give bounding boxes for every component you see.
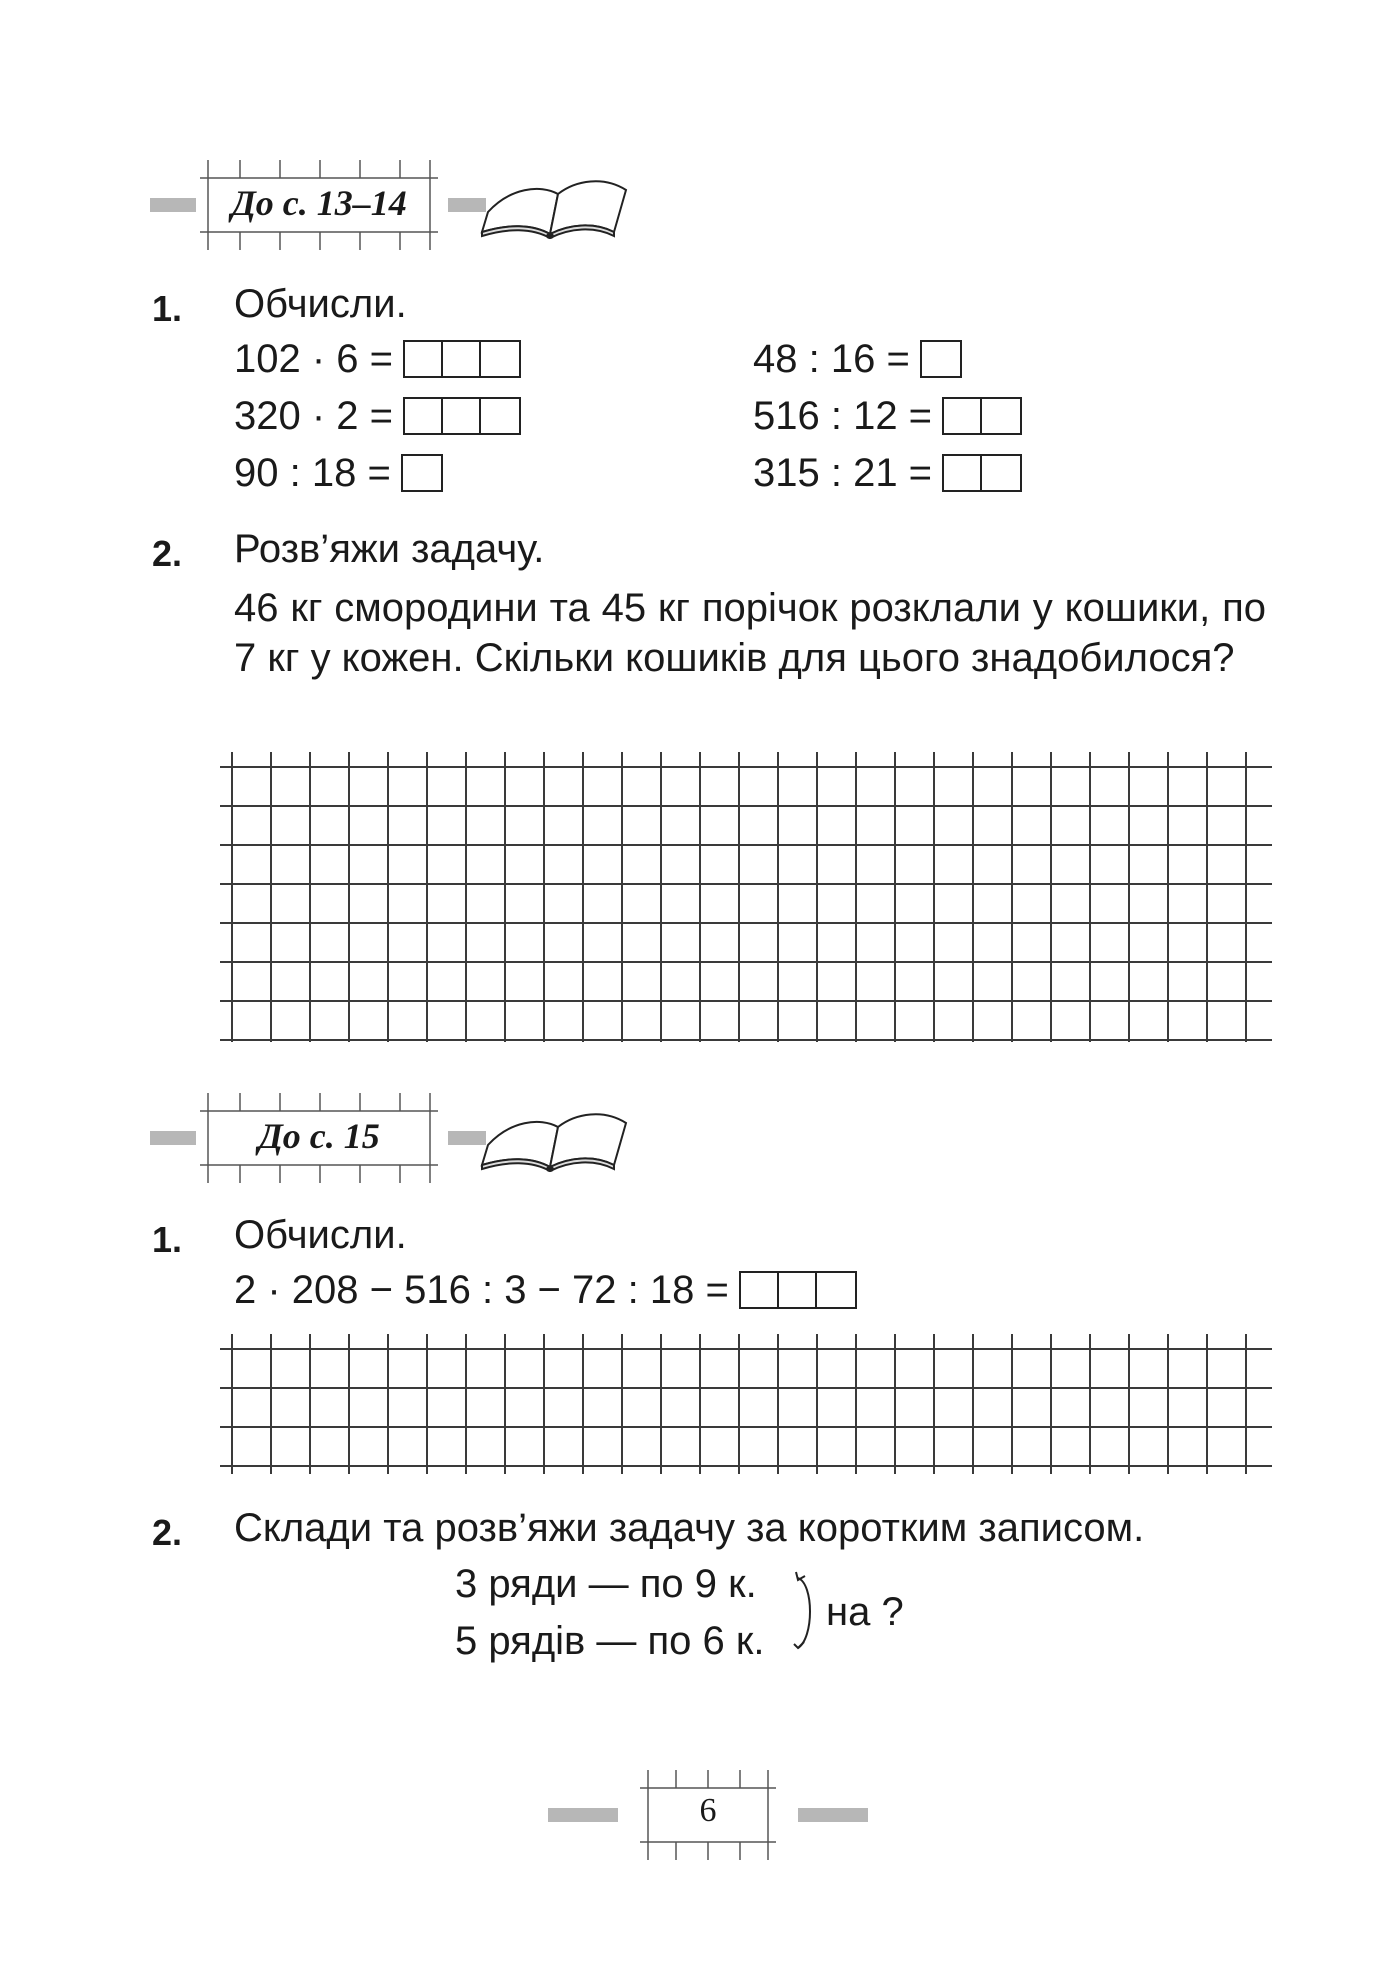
page-number: 6	[699, 1792, 717, 1829]
short-record-question: на ?	[826, 1590, 904, 1634]
task-instruction: Розв’яжи задачу.	[234, 527, 545, 571]
open-book-icon	[480, 1093, 630, 1178]
answer-boxes[interactable]	[942, 397, 1022, 435]
task-instruction: Склади та розв’яжи задачу за коротким записом.	[234, 1506, 1145, 1550]
task-instruction: Обчисли.	[234, 282, 407, 326]
answer-grid-1[interactable]	[220, 752, 1272, 1042]
expression-text: 320 · 2 =	[234, 394, 394, 438]
expression-2	[234, 392, 521, 440]
answer-boxes[interactable]	[739, 1271, 857, 1309]
grid-lines	[220, 752, 1272, 1042]
section-title: До с. 15	[258, 1116, 380, 1156]
task-instruction: Обчисли.	[234, 1213, 407, 1257]
answer-boxes[interactable]	[920, 340, 962, 378]
task-number: 1.	[152, 1219, 183, 1260]
header-frame	[200, 1093, 438, 1183]
expression-text: 90 : 18 =	[234, 451, 391, 495]
expression-3	[234, 449, 443, 497]
answer-boxes[interactable]	[403, 340, 521, 378]
expression-combined	[234, 1266, 857, 1314]
task-number: 1.	[152, 288, 183, 329]
header-bar-left	[150, 1131, 196, 1145]
footer-bar-left	[548, 1808, 618, 1822]
expression-text: 48 : 16 =	[753, 337, 910, 381]
expression-4	[753, 335, 962, 383]
section-title: До с. 13–14	[231, 183, 407, 223]
grid-lines	[220, 1334, 1272, 1474]
expression-text: 2 · 208 − 516 : 3 − 72 : 18 =	[234, 1268, 729, 1312]
task-number: 2.	[152, 1512, 183, 1553]
expression-text: 315 : 21 =	[753, 451, 933, 495]
answer-boxes[interactable]	[942, 454, 1022, 492]
task-number: 2.	[152, 533, 183, 574]
open-book-icon	[480, 160, 630, 245]
expression-text: 516 : 12 =	[753, 394, 933, 438]
answer-grid-2[interactable]	[220, 1334, 1272, 1474]
answer-boxes[interactable]	[403, 397, 521, 435]
page-footer	[548, 1770, 868, 1860]
footer-bar-right	[798, 1808, 868, 1822]
expression-5	[753, 392, 1022, 440]
expression-6	[753, 449, 1022, 497]
header-bar-left	[150, 198, 196, 212]
answer-boxes[interactable]	[401, 454, 443, 492]
short-record-line-2: 5 рядів — по 6 к.	[455, 1619, 765, 1663]
section-header-2	[150, 1093, 630, 1183]
expression-text: 102 · 6 =	[234, 337, 394, 381]
header-frame	[200, 160, 438, 250]
problem-text: 46 кг смородини та 45 кг порічок розклали у кошики, по 7 кг у кожен. Скільки кошиків для цього знадобилося?	[234, 586, 1266, 680]
short-record-line-1: 3 ряди — по 9 к.	[455, 1562, 757, 1606]
expression-1	[234, 335, 521, 383]
section-header-1	[150, 160, 630, 250]
